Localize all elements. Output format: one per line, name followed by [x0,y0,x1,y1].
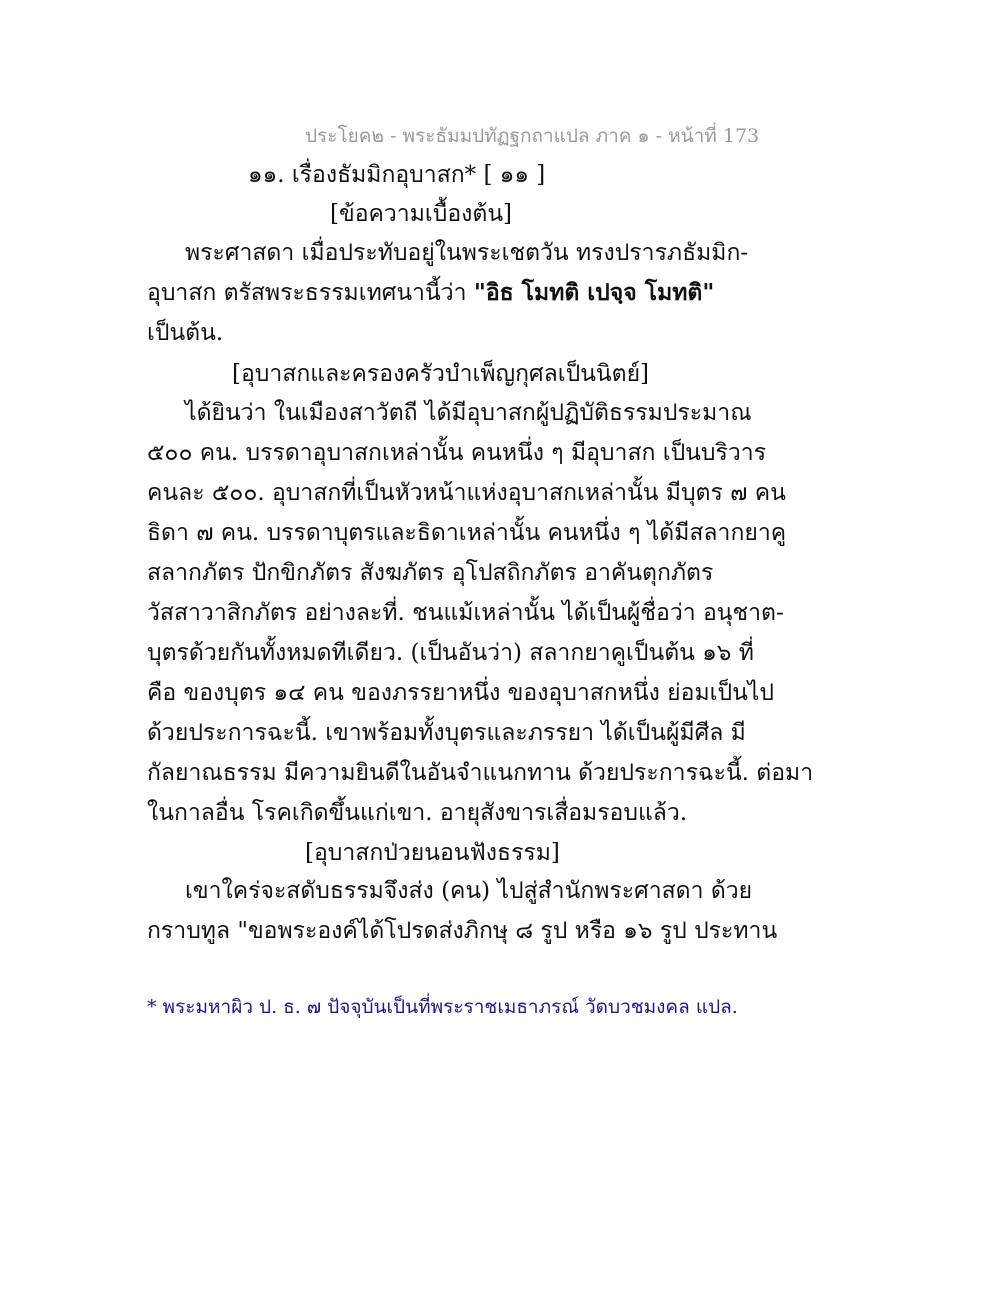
paragraph-line: คือ ของบุตร ๑๔ คน ของภรรยาหนึ่ง ของอุบาสกหนึ่ง ย่อมเป็นไป [147,680,774,706]
pali-quote: "อิธ โมทติ เปจฺจ โมทติ" [473,279,715,306]
paragraph-line: ด้วยประการฉะนี้. เขาพร้อมทั้งบุตรและภรรยา ได้เป็นผู้มีศีล มี [147,720,746,746]
section-heading-intro: [ข้อความเบื้องต้น] [330,201,513,227]
section-heading-sick: [อุบาสกป่วยนอนฟังธรรม] [305,840,560,866]
paragraph-line: บุตรด้วยกันทั้งหมดทีเดียว. (เป็นอันว่า) สลากยาคูเป็นต้น ๑๖ ที่ [147,640,754,666]
paragraph-line: สลากภัตร ปักขิกภัตร สังฆภัตร อุโปสถิกภัตร อาคันตุกภัตร [147,560,714,586]
chapter-title: ๑๑. เรื่องธัมมิกอุบาสก* [ ๑๑ ] [248,162,546,188]
running-header: ประโยค๒ - พระธัมมปทัฏฐกถาแปล ภาค ๑ - หน้าที่ 173 [305,125,760,147]
paragraph-line: ๕๐๐ คน. บรรดาอุบาสกเหล่านั้น คนหนึ่ง ๆ มีอุบาสก เป็นบริวาร [147,440,767,466]
paragraph-line: เขาใคร่จะสดับธรรมจึงส่ง (คน) ไปสู่สำนักพระศาสดา ด้วย [185,878,753,904]
paragraph-line: กัลยาณธรรม มีความยินดีในอันจำแนกทาน ด้วยประการฉะนี้. ต่อมา [147,760,814,786]
paragraph-line: พระศาสดา เมื่อประทับอยู่ในพระเชตวัน ทรงปรารภธัมมิก- [185,240,749,266]
paragraph-line: เป็นต้น. [147,320,224,346]
paragraph-line: ธิดา ๗ คน. บรรดาบุตรและธิดาเหล่านั้น คนหนึ่ง ๆ ได้มีสลากยาคู [147,520,787,546]
paragraph-text: อุบาสก ตรัสพระธรรมเทศนานี้ว่า [147,280,474,306]
section-heading-family: [อุบาสกและครองครัวบำเพ็ญกุศลเป็นนิตย์] [232,361,650,387]
paragraph-line: คนละ ๕๐๐. อุบาสกที่เป็นหัวหน้าแห่งอุบาสกเหล่านั้น มีบุตร ๗ คน [147,480,786,506]
paragraph-line: กราบทูล "ขอพระองค์ได้โปรดส่งภิกษุ ๘ รูป หรือ ๑๖ รูป ประทาน [147,918,778,944]
paragraph-line [147,278,714,308]
paragraph-line: วัสสาวาสิกภัตร อย่างละที่. ชนแม้เหล่านั้น ได้เป็นผู้ชื่อว่า อนุชาต- [147,600,784,626]
paragraph-line: ได้ยินว่า ในเมืองสาวัตถี ได้มีอุบาสกผู้ปฏิบัติธรรมประมาณ [185,400,752,426]
paragraph-line: ในกาลอื่น โรคเกิดขึ้นแก่เขา. อายุสังขารเสื่อมรอบแล้ว. [147,800,688,826]
footnote: * พระมหาผิว ป. ธ. ๗ ปัจจุบันเป็นที่พระราชเมธาภรณ์ วัดบวชมงคล แปล. [147,996,738,1018]
